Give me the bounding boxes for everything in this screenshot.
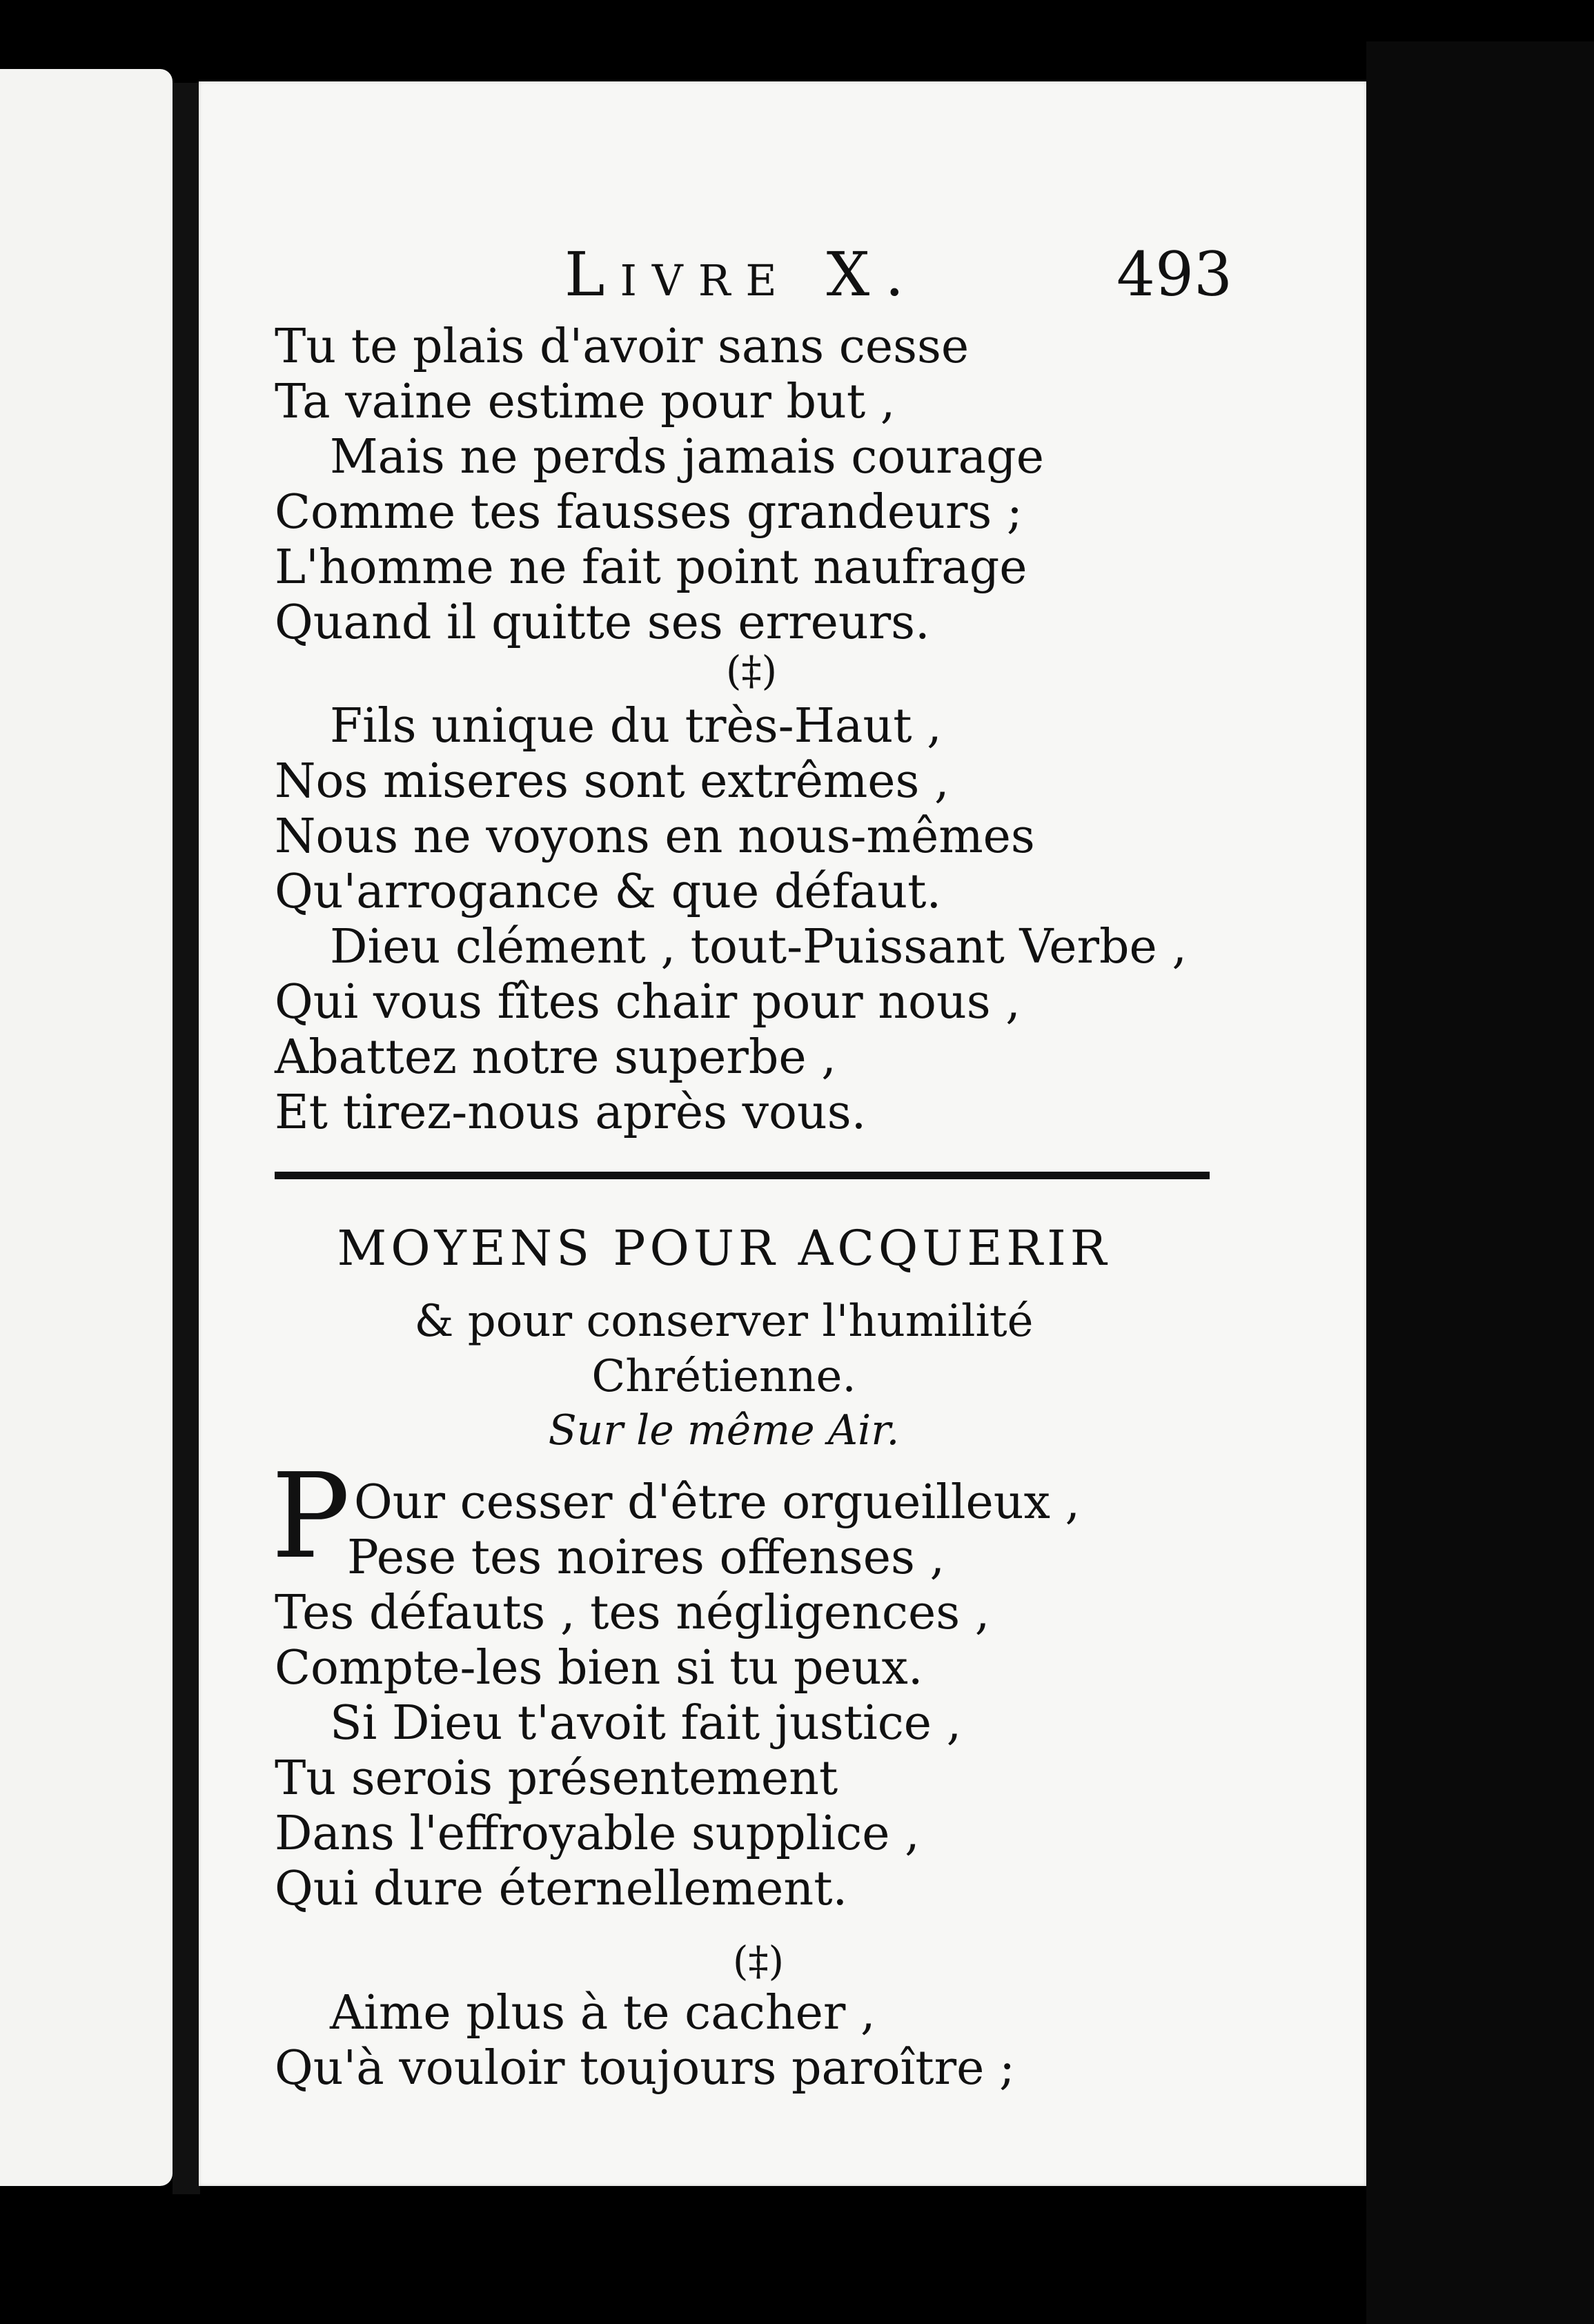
section-title: MOYENS POUR ACQUERIR	[337, 1220, 1111, 1277]
verse-line: Si Dieu t'avoit fait justice ,	[330, 1696, 962, 1751]
verse-line: Tes défauts , tes négligences ,	[275, 1586, 990, 1640]
drop-cap: P	[271, 1448, 351, 1585]
page-edge-shadow	[1366, 41, 1594, 2324]
stanza-4	[275, 1986, 1337, 2096]
verse-line: Tu te plais d'avoir sans cesse	[275, 319, 970, 374]
verse-line: Qu'à vouloir toujours paroître ;	[275, 2041, 1015, 2096]
verse-line: Dans l'effroyable supplice ,	[275, 1806, 920, 1861]
verse-line: Pese tes noires offenses ,	[347, 1530, 945, 1585]
tune-indication: Sur le même Air.	[548, 1406, 900, 1455]
stanza-1	[275, 319, 1337, 651]
verse-line: Quand il quitte ses erreurs.	[275, 595, 930, 650]
facing-page-edge	[0, 69, 173, 2186]
book-gutter	[173, 83, 200, 2194]
verse-line: Et tirez-nous après vous.	[275, 1085, 867, 1140]
verse-line: Tu serois présentement	[275, 1751, 838, 1806]
verse-line: Comme tes fausses grandeurs ;	[275, 485, 1023, 540]
verse-line: Compte-les bien si tu peux.	[275, 1641, 923, 1695]
verse-line: Nos miseres sont extrêmes ,	[275, 754, 949, 809]
verse-line: Ta vaine estime pour but ,	[275, 375, 896, 429]
book-page	[199, 81, 1366, 2186]
verse-line: Nous ne voyons en nous-mêmes	[275, 809, 1035, 864]
verse-line: Dieu clément , tout-Puissant Verbe ,	[330, 920, 1188, 974]
stanza-mark: (‡)	[732, 1938, 785, 1985]
section-divider-rule	[275, 1172, 1210, 1179]
verse-line: Fils unique du très-Haut ,	[330, 699, 942, 754]
verse-line: Aime plus à te cacher ,	[330, 1986, 876, 2040]
stanza-2	[275, 699, 1337, 1141]
stanza-mark: (‡)	[725, 647, 778, 694]
stanza-3	[275, 1475, 1337, 1917]
verse-line: Our cesser d'être orgueilleux ,	[354, 1475, 1081, 1530]
section-subtitle: & pour conserver l'humilité	[414, 1296, 1034, 1347]
verse-line: Qu'arrogance & que défaut.	[275, 865, 942, 919]
verse-line: L'homme ne fait point naufrage	[275, 540, 1027, 595]
verse-line: Abattez notre superbe ,	[275, 1030, 836, 1085]
section-subtitle: Chrétienne.	[591, 1351, 856, 1402]
verse-line: Qui dure éternellement.	[275, 1862, 848, 1916]
running-title: Livre X.	[564, 239, 920, 310]
page-number: 493	[1116, 239, 1232, 310]
verse-line: Qui vous fîtes chair pour nous ,	[275, 975, 1021, 1030]
running-head	[199, 239, 1366, 322]
verse-line: Mais ne perds jamais courage	[330, 430, 1044, 484]
